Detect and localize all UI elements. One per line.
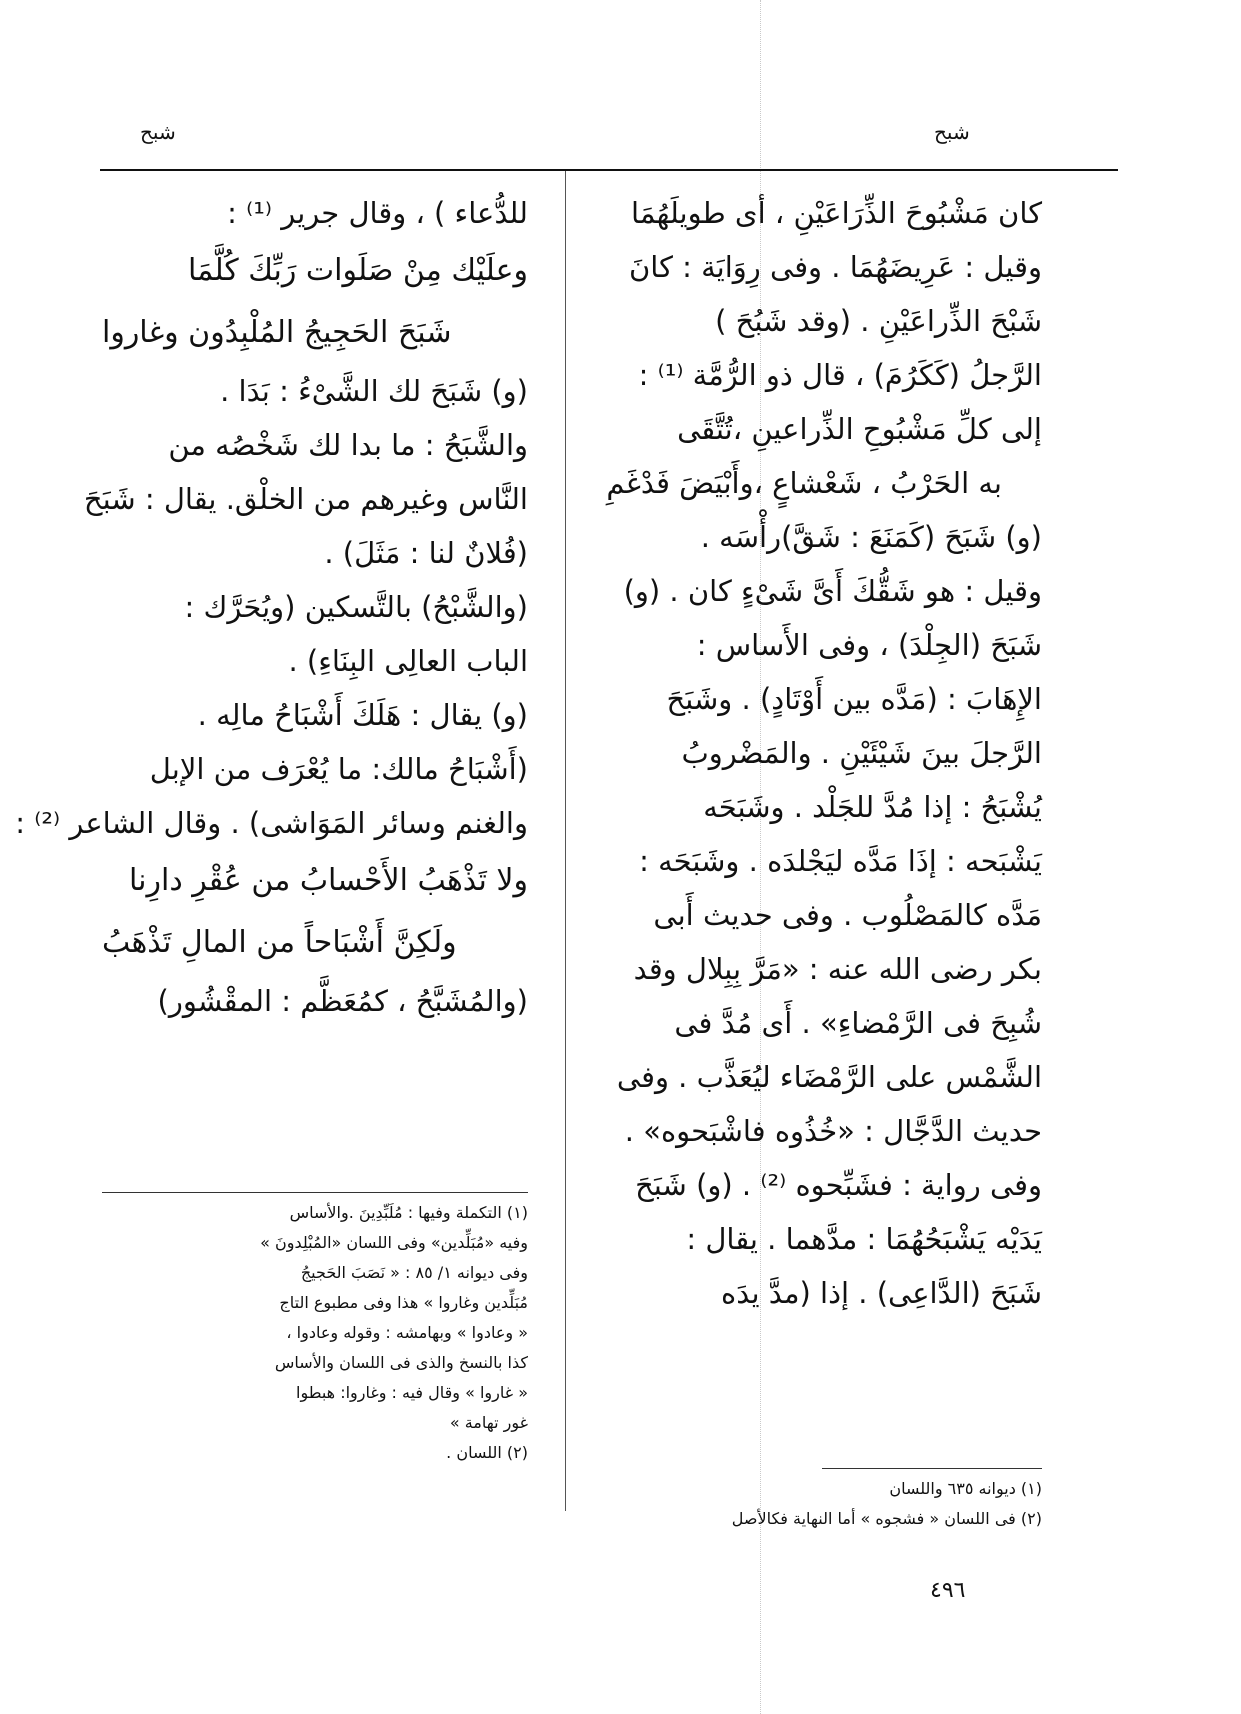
running-head-right: شبح [934,120,970,144]
text-line: (والمُشَبَّحُ ، كمُعَظَّم : المقْشُور) [157,984,528,1018]
text-line: يَدَيْه يَشْبَحُهُمَا : مدَّهما . يقال : [686,1222,1042,1256]
text-line: شَبَحَ (الجِلْدَ) ، وفى الأَساس : [696,628,1042,662]
verse-line: إلى كلِّ مَشْبُوحِ الذِّراعينِ ،تُتَّقَى [677,412,1042,446]
footnote-line: (١) ديوانه ٦٣٥ واللسان [889,1479,1042,1498]
text-line: كان مَشْبُوحَ الذِّرَاعَيْنِ ، أى طويلَهُمَا [630,196,1042,230]
text-line: والشَّبَحُ : ما بدا لك شَخْصُه من [168,428,528,462]
text-line: (أَشْبَاحُ مالك: ما يُعْرَف من الإبل [149,752,528,786]
footnotes-left [102,1198,528,1468]
text-line: الرَّجلُ (كَكَرُمَ) ، قال ذو الرُّمَّة ⁽¹⁾ : [638,358,1042,392]
text-line: (و) يقال : هَلَكَ أَشْبَاحُ مالِه . [197,698,528,732]
verse-line: ولَكِنَّ أَشْبَاحاً من المالِ تَذْهَبُ [102,925,457,960]
text-line: (فُلانٌ لنا : مَثَلَ) . [324,536,528,570]
footnote-line: مُبَلِّدين وغاروا » هذا وفى مطبوع التاج [279,1293,528,1312]
running-head-left: شبح [140,120,176,144]
right-column [590,186,1042,1320]
text-line: الشَّمْس على الرَّمْضَاء ليُعَذَّب . وفى [616,1060,1042,1094]
text-line: للدُّعاء ) ، وقال جرير ⁽¹⁾ : [227,196,528,230]
verse-line: ولا تَذْهَبُ الأَحْسابُ من عُقْرِ دارِنا [129,863,528,898]
text-line: الباب العالِى البِنَاءِ) . [288,644,528,678]
text-line: وقيل : هو شَقُّكَ أَىَّ شَىْءٍ كان . (و) [623,574,1042,608]
page-number: ٤٩٦ [930,1578,966,1603]
text-line: شُبِحَ فى الرَّمْضاءِ» . أَى مُدَّ فى [674,1006,1042,1040]
footnote-line: وفيه «مُبَلِّدين» وفى اللسان «المُبْلِدونَ » [260,1233,528,1252]
header-rule [100,169,1118,171]
column-separator [565,171,566,1511]
text-line: يَشْبَحه : إذَا مَدَّه ليَجْلدَه . وشَبَحَه : [639,844,1042,878]
text-line: (و) شَبَحَ لك الشَّىْءُ : بَدَا . [220,374,528,408]
text-line: (والشَّبْحُ) بالتَّسكين (ويُحَرَّك : [184,590,528,624]
footnote-line: كذا بالنسخ والذى فى اللسان والأساس [274,1353,528,1372]
footnote-line: « وعادوا » وبهامشه : وقوله وعادوا ، [286,1323,528,1342]
text-line: وفى رواية : فشَبِّحوه ⁽²⁾ . (و) شَبَحَ [635,1168,1042,1202]
text-line: الرَّجلَ بينَ شَيْئَيْنِ . والمَضْروبُ [681,736,1042,770]
footnote-line: (٢) فى اللسان « فشجوه » أما النهاية فكالأصل [731,1509,1042,1528]
footnotes-right [700,1474,1042,1534]
text-line: شَبْحَ الذِّراعَيْنِ . (وقد شَبُحَ ) [715,304,1042,338]
footnote-line: وفى ديوانه ١/ ٨٥ : « نَصَبَ الحَجيجُ [300,1263,528,1282]
text-line: مَدَّه كالمَصْلُوب . وفى حديث أَبى [653,898,1042,932]
footnote-line: (٢) اللسان . [446,1443,528,1462]
text-line: يُشْبَحُ : إذا مُدَّ للجَلْد . وشَبَحَه [703,790,1042,824]
verse-line: وعلَيْك مِنْ صَلَوات رَبِّكَ كُلَّمَا [187,253,528,288]
footnote-rule-right [822,1468,1042,1469]
text-line: وقيل : عَرِيضَهُمَا . وفى رِوَايَة : كانَ [628,250,1042,284]
footnote-line: (١) التكملة وفيها : مُلَبِّدِينَ .والأساس [289,1203,528,1222]
text-line: والغنم وسائر المَوَاشى) . وقال الشاعر ⁽²⁾ : [15,806,528,840]
text-line: النَّاس وغيرهم من الخلْق. يقال : شَبَحَ [83,482,528,516]
footnote-line: « غاروا » وقال فيه : وغاروا: هبطوا [296,1383,528,1402]
text-line: شَبَحَ (الدَّاعِى) . إذا (مدَّ يدَه [721,1276,1042,1310]
footnote-line: غور تهامة » [449,1413,528,1432]
left-column [15,186,528,1028]
text-line: الإِهَابَ : (مَدَّه بين أَوْتَادٍ) . وشَبَحَ [666,682,1042,716]
text-line: حديث الدَّجَّال : «خُذُوه فاشْبَحوه» . [624,1114,1042,1148]
verse-line: شَبَحَ الحَجِيجُ المُلْبِدُون وغاروا [102,315,452,350]
text-line: بكر رضى الله عنه : «مَرَّ بِبِلال وقد [633,952,1042,986]
text-line: (و) شَبَحَ (كَمَنَعَ : شَقَّ)رأْسَه . [700,520,1042,554]
footnote-rule-left [102,1192,528,1193]
verse-line: به الحَرْبُ ، شَعْشاعٍ ،وأَبْيَضَ فَدْغَمِ [606,466,1002,500]
